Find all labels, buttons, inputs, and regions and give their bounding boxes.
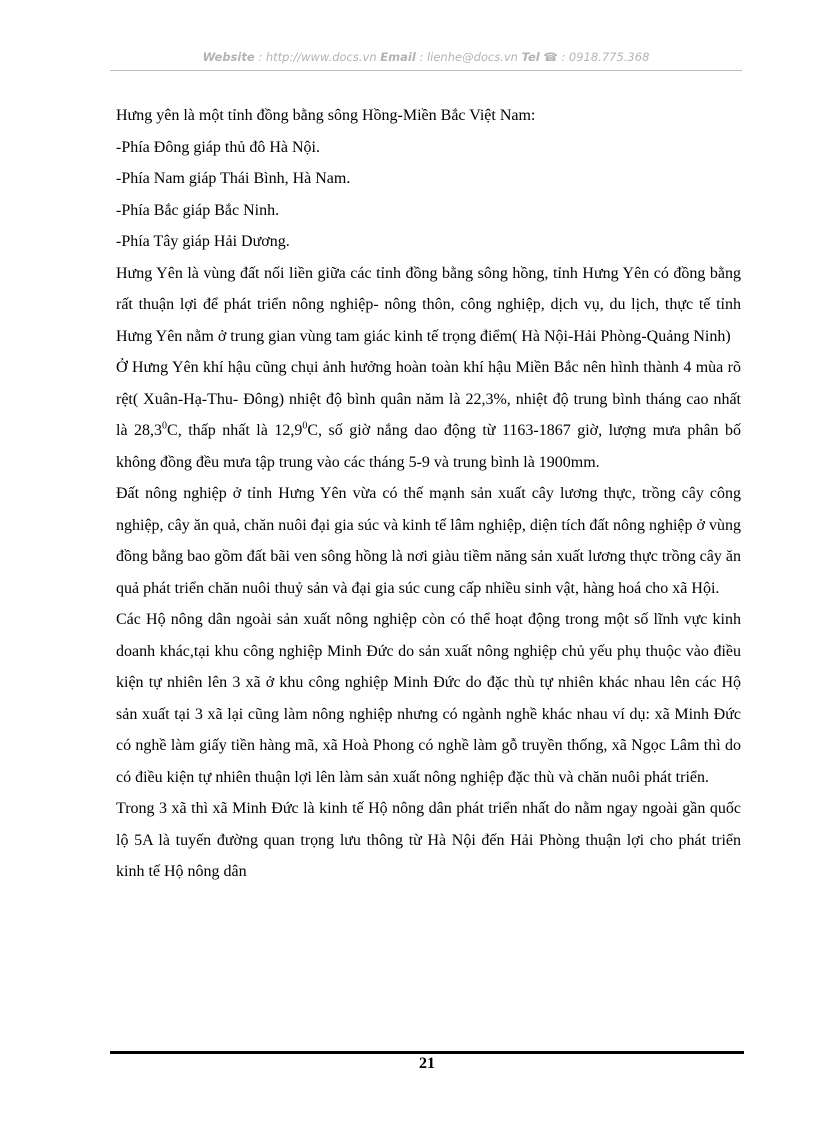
paragraph-climate	[116, 352, 741, 478]
tel-label: Tel	[521, 50, 540, 64]
paragraph-south-border: -Phía Nam giáp Thái Bình, Hà Nam.	[116, 170, 351, 187]
paragraph-minh-duc: Trong 3 xã thì xã Minh Đức là kinh tế Hộ nông dân phát triển nhất do nằm ngay ngoài gần quốc lộ 5A là tuyến đường quan trọng lưu thông từ Hà Nội đến Hải Phòng thuận lợi cho phát triển kinh tế Hộ nông dân	[116, 800, 741, 880]
paragraph-east-border: -Phía Đông giáp thủ đô Hà Nội.	[116, 138, 320, 156]
footer-divider	[110, 1051, 744, 1054]
page-number: 21	[419, 1055, 435, 1072]
climate-text-b: C, thấp nhất là 12,9	[167, 422, 303, 439]
phone-icon: ☎	[543, 50, 558, 64]
paragraph-location: Hưng Yên là vùng đất nối liền giữa các tỉnh đồng bằng sông hồng, tỉnh Hưng Yên có đồng bằng rất thuận lợi để phát triển nông nghiệp- nông thôn, công nghiệp, dịch vụ, du lịch, thực tế tỉnh Hưng Yên nằm ở trung gian vùng tam giác kinh tế trọng điểm( Hà Nội-Hải Phòng-Quảng Ninh)	[116, 264, 741, 345]
website-value: : http://www.docs.vn	[254, 50, 381, 64]
degree-mark-1: 0	[162, 420, 168, 432]
degree-mark-2: 0	[302, 420, 308, 432]
climate-text-a: Ở Hưng Yên khí hậu cũng chụi ảnh hưởng hoàn toàn khí hậu Miền Bắc nên hình thành 4 mùa rõ rệt( Xuân-Hạ-Thu- Đông) nhiệt độ bình quân năm là 22,3%, nhiệt độ trung bình tháng cao nhất là 28,3	[116, 359, 741, 439]
email-value: : lienhe@docs.vn	[415, 50, 522, 64]
tel-value: : 0918.775.368	[557, 50, 650, 64]
document-body	[116, 100, 741, 888]
paragraph-north-border: -Phía Bắc giáp Bắc Ninh.	[116, 201, 280, 219]
climate-text-c: C, số giờ nắng dao động từ 1163-1867 giờ, lượng mưa phân bố không đồng đều mưa tập trung vào các tháng 5-9 và trung bình là 1900mm.	[116, 422, 742, 471]
paragraph-west-border: -Phía Tây giáp Hải Dương.	[116, 233, 290, 250]
paragraph-agriculture: Đất nông nghiệp ở tỉnh Hưng Yên vừa có thế mạnh sản xuất cây lương thực, trồng cây công nghiệp, cây ăn quả, chăn nuôi đại gia súc và kinh tế lâm nghiệp, diện tích đất nông nghiệp ở vùng đồng bằng bao gồm đất bãi ven sông hồng là nơi giàu tiềm năng sản xuất lương thực trồng cây ăn quả phát triển chăn nuôi thuỷ sản và đại gia súc cung cấp nhiều sinh vật, hàng hoá cho xã Hội.	[116, 485, 741, 597]
email-label: Email	[380, 50, 416, 64]
paragraph-intro: Hưng yên là một tỉnh đồng bằng sông Hồng-Miền Bắc Việt Nam:	[116, 107, 536, 124]
page-header	[110, 50, 742, 64]
paragraph-households: Các Hộ nông dân ngoài sản xuất nông nghiệp còn có thể hoạt động trong một số lĩnh vực kinh doanh khác,tại khu công nghiệp Minh Đức do sản xuất nông nghiệp chủ yếu phụ thuộc vào điều kiện tự nhiên lên 3 xã ở khu công nghiệp Minh Đức do đặc thù tự nhiên khác nhau lên các Hộ sản xuất tại 3 xã lại cũng làm nông nghiệp nhưng có ngành nghề khác nhau ví dụ: xã Minh Đức có nghề làm giấy tiền hàng mã, xã Hoà Phong có nghề làm gỗ truyền thống, xã Ngọc Lâm thì do có điều kiện tự nhiên thuận lợi lên làm sản xuất nông nghiệp đặc thù và chăn nuôi phát triển.	[116, 611, 741, 786]
website-label: Website	[202, 50, 255, 64]
header-divider	[110, 70, 742, 71]
